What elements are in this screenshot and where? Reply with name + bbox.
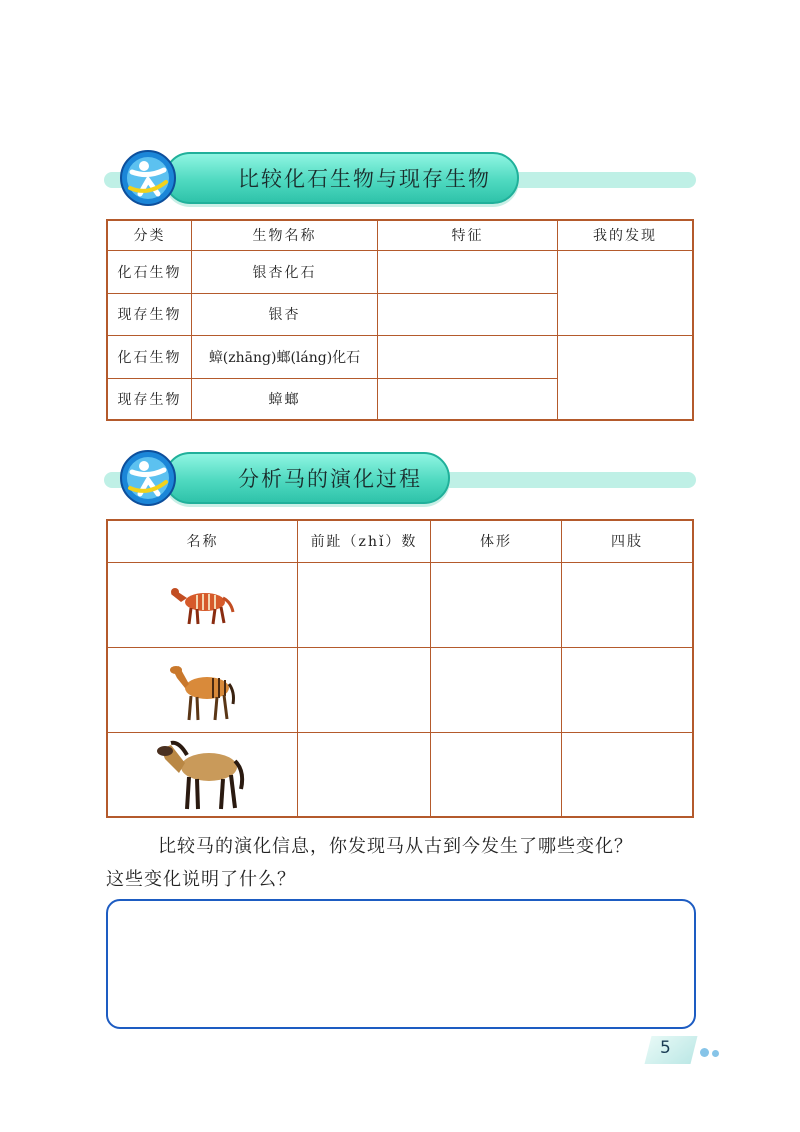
feature-cell[interactable] [378, 335, 558, 378]
row-name: 蟑(zhāng)螂(láng)化石 [192, 335, 378, 378]
header-name: 生物名称 [192, 220, 378, 250]
compare-table [106, 219, 694, 421]
small-striped-ancestor-icon [167, 582, 239, 628]
decor-dot [700, 1048, 709, 1057]
feature-cell[interactable] [378, 293, 558, 335]
limbs-cell[interactable] [562, 647, 694, 732]
row-name: 银杏 [192, 293, 378, 335]
toes-cell[interactable] [298, 733, 431, 817]
striped-horse-icon [169, 656, 237, 724]
body-cell[interactable] [431, 562, 562, 647]
question-line-1: 比较马的演化信息，你发现马从古到今发生了哪些变化？ [158, 836, 633, 857]
header-toes: 前趾（zhǐ）数 [298, 520, 431, 562]
limbs-cell[interactable] [562, 733, 694, 817]
limbs-cell[interactable] [562, 562, 694, 647]
feature-cell[interactable] [378, 250, 558, 293]
page-number-tab [648, 1036, 702, 1066]
body-cell[interactable] [431, 733, 562, 817]
question-text [106, 830, 698, 896]
header-name: 名称 [107, 520, 298, 562]
row-name: 银杏化石 [192, 250, 378, 293]
header-limbs: 四肢 [562, 520, 694, 562]
page-tab-shape [645, 1036, 698, 1064]
animal-cell [107, 733, 298, 817]
table-row [107, 562, 693, 647]
section-title: 分析马的演化过程 [164, 452, 450, 504]
header-body: 体形 [431, 520, 562, 562]
horse-evolution-table [106, 519, 694, 818]
question-line-2: 这些变化说明了什么？ [106, 869, 296, 890]
header-discovery: 我的发现 [558, 220, 694, 250]
row-name: 蟑螂 [192, 378, 378, 420]
header-feature: 特征 [378, 220, 558, 250]
page-number: 5 [660, 1038, 671, 1058]
feature-cell[interactable] [378, 378, 558, 420]
animal-cell [107, 647, 298, 732]
activity-logo-icon [118, 448, 178, 508]
toes-cell[interactable] [298, 647, 431, 732]
decor-dot [712, 1050, 719, 1057]
toes-cell[interactable] [298, 562, 431, 647]
modern-horse-icon [157, 737, 249, 813]
table-row [107, 647, 693, 732]
table-row [107, 335, 693, 378]
discovery-cell[interactable] [558, 250, 694, 335]
section-banner-compare [104, 152, 696, 216]
header-category: 分类 [107, 220, 192, 250]
section-banner-horse [104, 452, 696, 516]
body-cell[interactable] [431, 647, 562, 732]
animal-cell [107, 562, 298, 647]
activity-logo-icon [118, 148, 178, 208]
row-category: 化石生物 [107, 250, 192, 293]
row-category: 现存生物 [107, 293, 192, 335]
section-title: 比较化石生物与现存生物 [164, 152, 519, 204]
row-category: 化石生物 [107, 335, 192, 378]
discovery-cell[interactable] [558, 335, 694, 420]
table-row [107, 733, 693, 817]
row-category: 现存生物 [107, 378, 192, 420]
table-row [107, 250, 693, 293]
answer-box[interactable] [106, 899, 696, 1029]
